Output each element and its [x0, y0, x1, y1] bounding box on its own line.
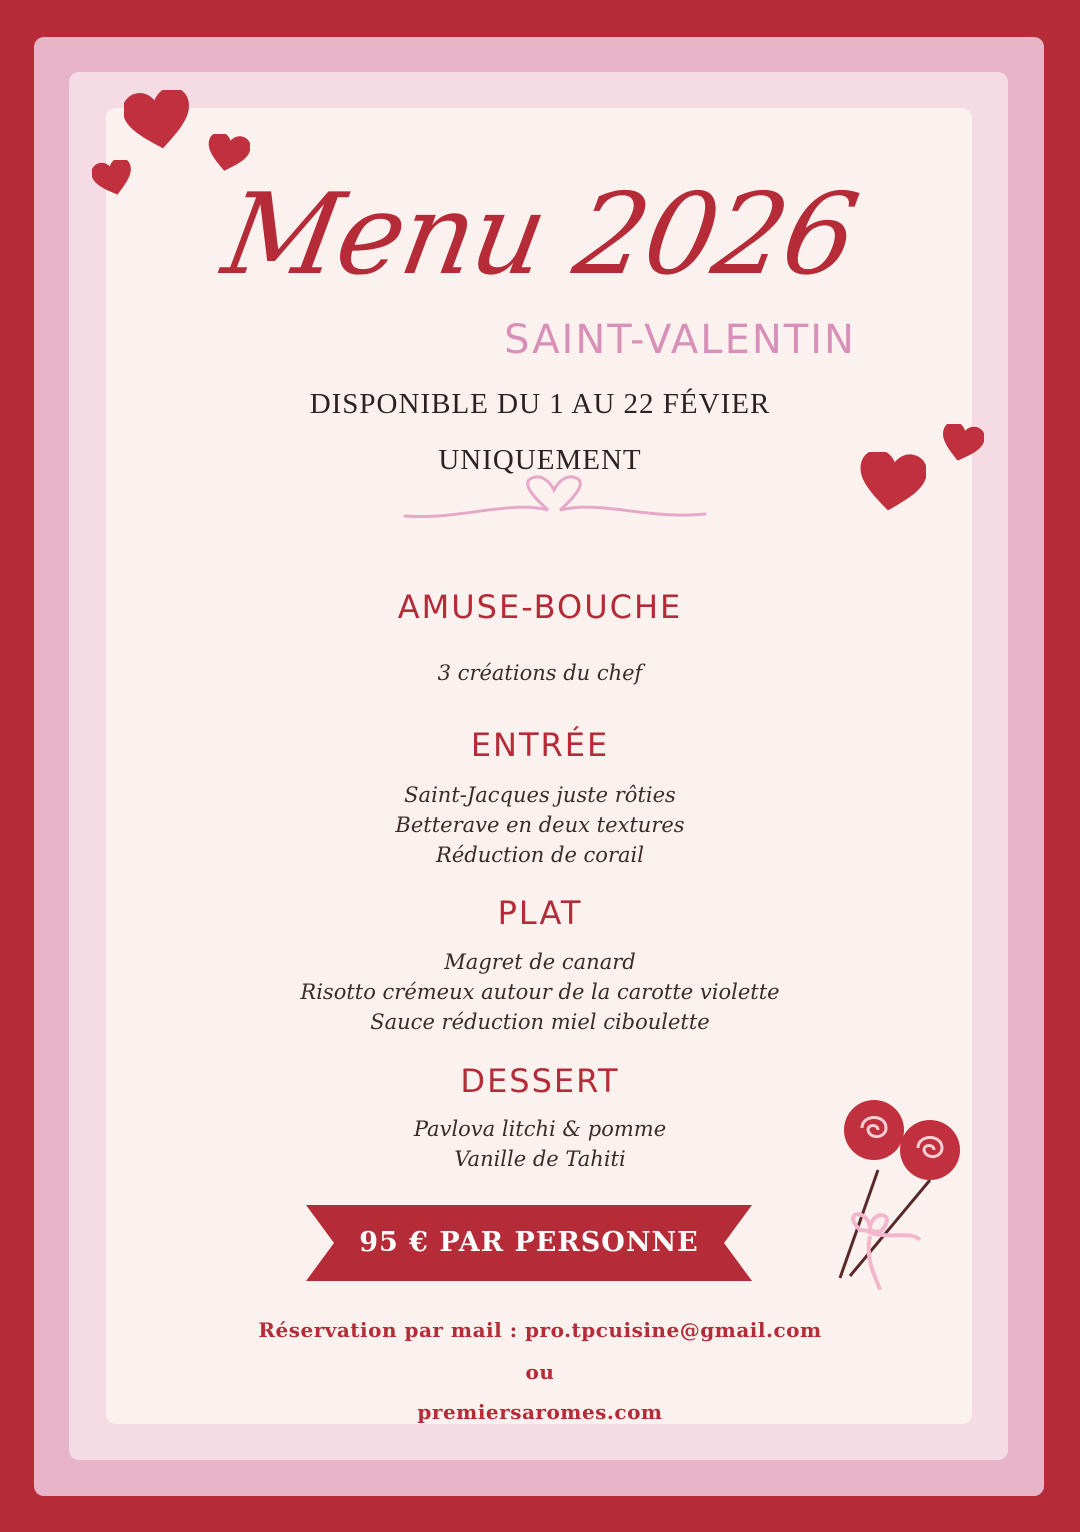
availability-line-2: UNIQUEMENT [438, 444, 642, 476]
reservation-email-line: Réservation par mail : pro.tpcuisine@gmail.com [258, 1318, 822, 1342]
menu-item: Saint-Jacques juste rôties [404, 783, 676, 807]
section-title-entree: ENTRÉE [470, 726, 610, 764]
menu-item: Betterave en deux textures [395, 813, 685, 837]
menu-item: Réduction de corail [436, 843, 644, 867]
menu-item: Pavlova litchi & pomme [413, 1117, 667, 1141]
section-items-entree [0, 780, 1080, 870]
availability-line-1: DISPONIBLE DU 1 AU 22 FÉVIER [309, 388, 771, 420]
website-link[interactable]: premiersaromes.com [417, 1400, 663, 1424]
price-label: 95 € PAR PERSONNE [359, 1227, 699, 1258]
heart-divider-icon [400, 470, 710, 530]
section-items-plat [0, 947, 1080, 1037]
menu-title: Menu 2026 [214, 170, 866, 300]
heart-icon [124, 90, 192, 150]
section-title-plat: PLAT [497, 894, 583, 932]
section-title-dessert: DESSERT [460, 1062, 620, 1100]
menu-item: Magret de canard [444, 950, 636, 974]
menu-item: Sauce réduction miel ciboulette [370, 1010, 710, 1034]
menu-item: 3 créations du chef [437, 661, 643, 685]
menu-subtitle: SAINT-VALENTIN [504, 317, 856, 363]
heart-icon [92, 160, 134, 196]
menu-item: Risotto crémeux autour de la carotte violette [300, 980, 780, 1004]
section-title-amuse-bouche: AMUSE-BOUCHE [397, 588, 683, 626]
contact-or: ou [525, 1360, 555, 1384]
roses-bouquet-icon [830, 1090, 970, 1290]
section-items-amuse-bouche [0, 658, 1080, 688]
menu-item: Vanille de Tahiti [454, 1147, 626, 1171]
